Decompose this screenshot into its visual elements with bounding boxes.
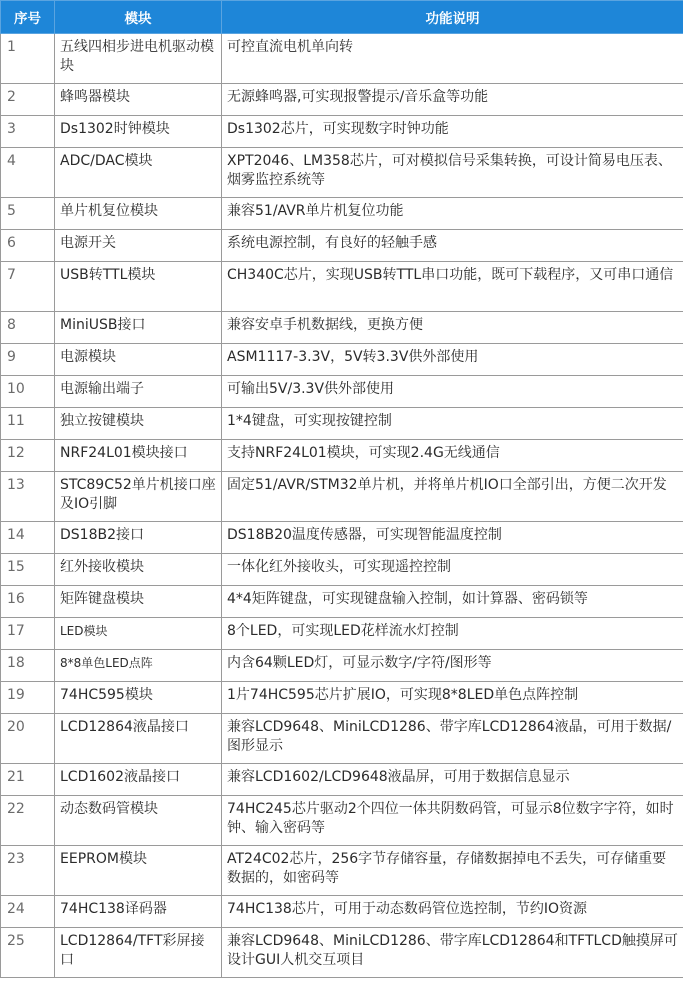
row-number: 17: [1, 618, 55, 650]
row-number: 20: [1, 714, 55, 764]
row-description: 兼容51/AVR单片机复位功能: [222, 198, 683, 230]
row-description: 兼容安卓手机数据线，更换方便: [222, 312, 683, 344]
row-module: STC89C52单片机接口座及IO引脚: [55, 472, 222, 522]
row-description: Ds1302芯片，可实现数字时钟功能: [222, 116, 683, 148]
table-row: [1, 376, 683, 408]
row-number: 10: [1, 376, 55, 408]
row-number: 11: [1, 408, 55, 440]
table-row: [1, 714, 683, 764]
table-row: [1, 262, 683, 312]
row-module: 电源输出端子: [55, 376, 222, 408]
row-description: 兼容LCD1602/LCD9648液晶屏，可用于数据信息显示: [222, 764, 683, 796]
row-description: 8个LED，可实现LED花样流水灯控制: [222, 618, 683, 650]
table-row: [1, 344, 683, 376]
row-module: 8*8单色LED点阵: [55, 650, 222, 682]
table-row: [1, 618, 683, 650]
row-number: 19: [1, 682, 55, 714]
row-module: 74HC595模块: [55, 682, 222, 714]
row-module: ADC/DAC模块: [55, 148, 222, 198]
table-row: [1, 846, 683, 896]
header-module: 模块: [55, 1, 222, 34]
row-number: 18: [1, 650, 55, 682]
row-description: 一体化红外接收头，可实现遥控控制: [222, 554, 683, 586]
table-row: [1, 472, 683, 522]
row-description: 可输出5V/3.3V供外部使用: [222, 376, 683, 408]
row-description: 1*4键盘，可实现按键控制: [222, 408, 683, 440]
table-row: [1, 764, 683, 796]
row-number: 22: [1, 796, 55, 846]
row-number: 25: [1, 928, 55, 978]
row-description: 无源蜂鸣器,可实现报警提示/音乐盒等功能: [222, 84, 683, 116]
row-number: 3: [1, 116, 55, 148]
row-module: LCD12864/TFT彩屏接口: [55, 928, 222, 978]
table-row: [1, 148, 683, 198]
table-row: [1, 230, 683, 262]
row-description: 兼容LCD9648、MiniLCD1286、带字库LCD12864和TFTLCD触摸屏可设计GUI人机交互项目: [222, 928, 683, 978]
table-row: [1, 408, 683, 440]
row-number: 5: [1, 198, 55, 230]
row-module: LED模块: [55, 618, 222, 650]
row-module: USB转TTL模块: [55, 262, 222, 312]
table-row: [1, 586, 683, 618]
row-module: LCD12864液晶接口: [55, 714, 222, 764]
row-number: 14: [1, 522, 55, 554]
row-number: 9: [1, 344, 55, 376]
row-number: 1: [1, 34, 55, 84]
row-module: 矩阵键盘模块: [55, 586, 222, 618]
row-module: EEPROM模块: [55, 846, 222, 896]
table-row: [1, 522, 683, 554]
row-number: 7: [1, 262, 55, 312]
row-description: 支持NRF24L01模块，可实现2.4G无线通信: [222, 440, 683, 472]
row-description: 74HC245芯片驱动2个四位一体共阴数码管，可显示8位数字字符，如时钟、输入密码等: [222, 796, 683, 846]
table-row: [1, 84, 683, 116]
row-description: 74HC138芯片，可用于动态数码管位选控制，节约IO资源: [222, 896, 683, 928]
row-description: CH340C芯片，实现USB转TTL串口功能，既可下载程序，又可串口通信: [222, 262, 683, 312]
table-row: [1, 650, 683, 682]
table-row: [1, 896, 683, 928]
table-row: [1, 928, 683, 978]
row-description: ASM1117-3.3V，5V转3.3V供外部使用: [222, 344, 683, 376]
row-module: LCD1602液晶接口: [55, 764, 222, 796]
row-module: NRF24L01模块接口: [55, 440, 222, 472]
row-description: AT24C02芯片，256字节存储容量，存储数据掉电不丢失，可存储重要数据的，如密码等: [222, 846, 683, 896]
table-row: [1, 116, 683, 148]
row-description: 1片74HC595芯片扩展IO，可实现8*8LED单色点阵控制: [222, 682, 683, 714]
row-module: 单片机复位模块: [55, 198, 222, 230]
row-module: 74HC138译码器: [55, 896, 222, 928]
row-number: 8: [1, 312, 55, 344]
row-module: 五线四相步进电机驱动模块: [55, 34, 222, 84]
row-description: 兼容LCD9648、MiniLCD1286、带字库LCD12864液晶，可用于数据/图形显示: [222, 714, 683, 764]
row-description: 系统电源控制，有良好的轻触手感: [222, 230, 683, 262]
table-row: [1, 312, 683, 344]
row-description: 内含64颗LED灯，可显示数字/字符/图形等: [222, 650, 683, 682]
table-row: [1, 554, 683, 586]
row-module: Ds1302时钟模块: [55, 116, 222, 148]
row-description: XPT2046、LM358芯片，可对模拟信号采集转换，可设计简易电压表、烟雾监控系统等: [222, 148, 683, 198]
row-number: 21: [1, 764, 55, 796]
row-number: 4: [1, 148, 55, 198]
table-row: [1, 796, 683, 846]
table-row: [1, 34, 683, 84]
row-number: 6: [1, 230, 55, 262]
table-row: [1, 440, 683, 472]
row-description: 固定51/AVR/STM32单片机，并将单片机IO口全部引出，方便二次开发: [222, 472, 683, 522]
row-description: 可控直流电机单向转: [222, 34, 683, 84]
row-module: 红外接收模块: [55, 554, 222, 586]
row-number: 24: [1, 896, 55, 928]
row-description: DS18B20温度传感器，可实现智能温度控制: [222, 522, 683, 554]
row-module: 电源开关: [55, 230, 222, 262]
row-number: 12: [1, 440, 55, 472]
row-number: 23: [1, 846, 55, 896]
row-module: DS18B2接口: [55, 522, 222, 554]
row-module: 电源模块: [55, 344, 222, 376]
header-description: 功能说明: [222, 1, 683, 34]
header-number: 序号: [1, 1, 55, 34]
row-number: 16: [1, 586, 55, 618]
row-module: 独立按键模块: [55, 408, 222, 440]
row-number: 15: [1, 554, 55, 586]
row-number: 13: [1, 472, 55, 522]
row-number: 2: [1, 84, 55, 116]
row-module: 蜂鸣器模块: [55, 84, 222, 116]
row-description: 4*4矩阵键盘，可实现键盘输入控制，如计算器、密码锁等: [222, 586, 683, 618]
header-row: [1, 1, 683, 34]
table-row: [1, 682, 683, 714]
row-module: MiniUSB接口: [55, 312, 222, 344]
table-row: [1, 198, 683, 230]
row-module: 动态数码管模块: [55, 796, 222, 846]
